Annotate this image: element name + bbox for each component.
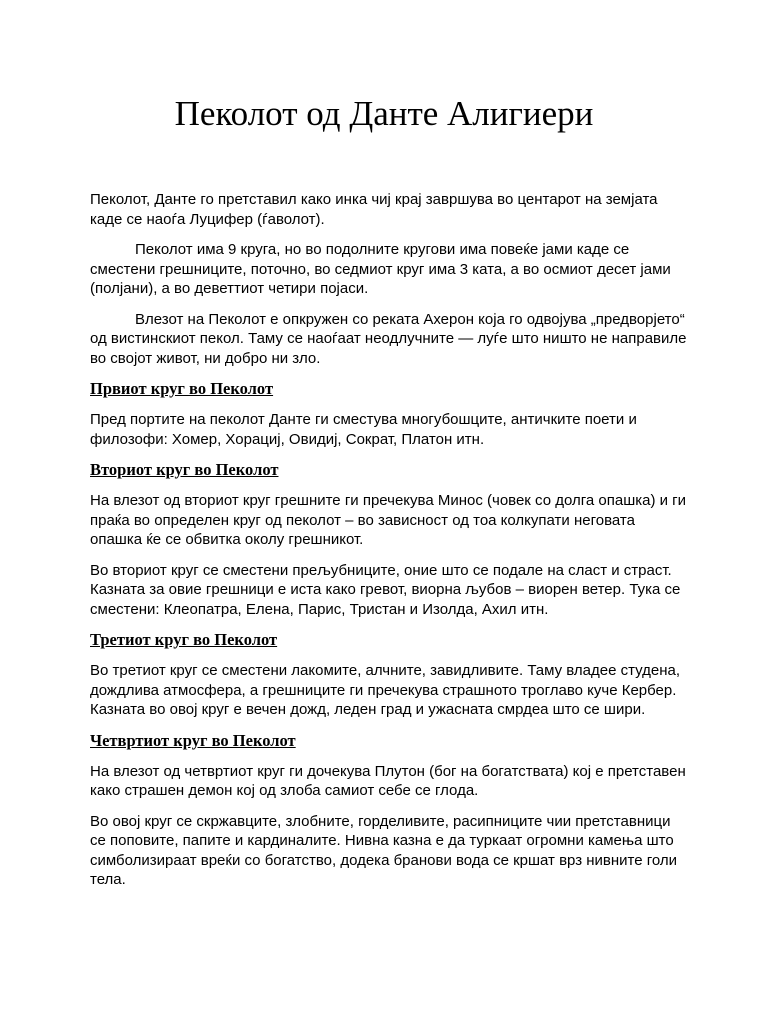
intro-paragraph: Влезот на Пеколот е опкружен со реката Ахерон која го одвојува „предворјето“ од вистинскиот пекол. Таму се наоѓаат неодлучните — луѓе што ништо не направиле во својот живот, ни добро ни зло. [90, 310, 687, 367]
section-paragraph: Пред портите на пеколот Данте ги сместува многубошците, античките поети и филозофи: Хомер, Хорациј, Овидиј, Сократ, Платон итн. [90, 411, 637, 448]
document-title: Пеколот од Данте Алигиери [174, 94, 594, 133]
section-heading-circle-2: Вториот круг во Пеколот [90, 460, 279, 479]
intro-paragraph: Пеколот има 9 круга, но во подолните кругови има повеќе јами каде се сместени грешниците, поточно, во седмиот круг има 3 ката, а во осмиот десет јами (полјани), а во деветтиот четири појаси. [90, 241, 671, 297]
document-body [90, 190, 690, 901]
section-paragraph: Во овој круг се скржавците, злобните, горделивите, расипниците чии претставници се поповите, папите и кардиналите. Нивна казна е да туркаат огромни камења што симболизираат вреќи со богатство, додека бранови вода се кршат врз нивните голи тела. [90, 812, 678, 888]
section-paragraph: Во третиот круг се сместени лакомите, алчните, завидливите. Таму владее студена, дождлива атмосфера, а грешниците ги пречекува страшното троглаво куче Кербер. Казната во овој круг е вечен дожд, леден град и ужасната смрдеа што се шири. [90, 662, 681, 718]
section-heading-circle-3: Третиот круг во Пеколот [90, 630, 278, 649]
section-heading-circle-1: Првиот круг во Пеколот [90, 379, 274, 398]
section-paragraph: На влезот од вториот круг грешните ги пречекува Минос (човек со долга опашка) и ги праќа во определен круг од пеколот – во зависност од тоа колкупати неговата опашка ќе се обвитка околу грешникот. [90, 492, 687, 548]
section-heading-circle-4: Четвртиот круг во Пеколот [90, 730, 296, 750]
intro-paragraph: Пеколот, Данте го претставил како инка чиј крај завршува во центарот на земјата каде се наоѓа Луцифер (ѓаволот). [90, 191, 658, 228]
section-paragraph: Во вториот круг се сместени прељубниците, оние што се подале на сласт и страст. Казната за овие грешници е иста како гревот, виорна љубов – виорен ветер. Тука се сместени: Клеопатра, Елена, Парис, Тристан и Изолда, Ахил итн. [90, 561, 681, 618]
section-paragraph: На влезот од четвртиот круг ги дочекува Плутон (бог на богатствата) кој е претставен како страшен демон кој од злоба самиот себе се глода. [90, 762, 686, 799]
